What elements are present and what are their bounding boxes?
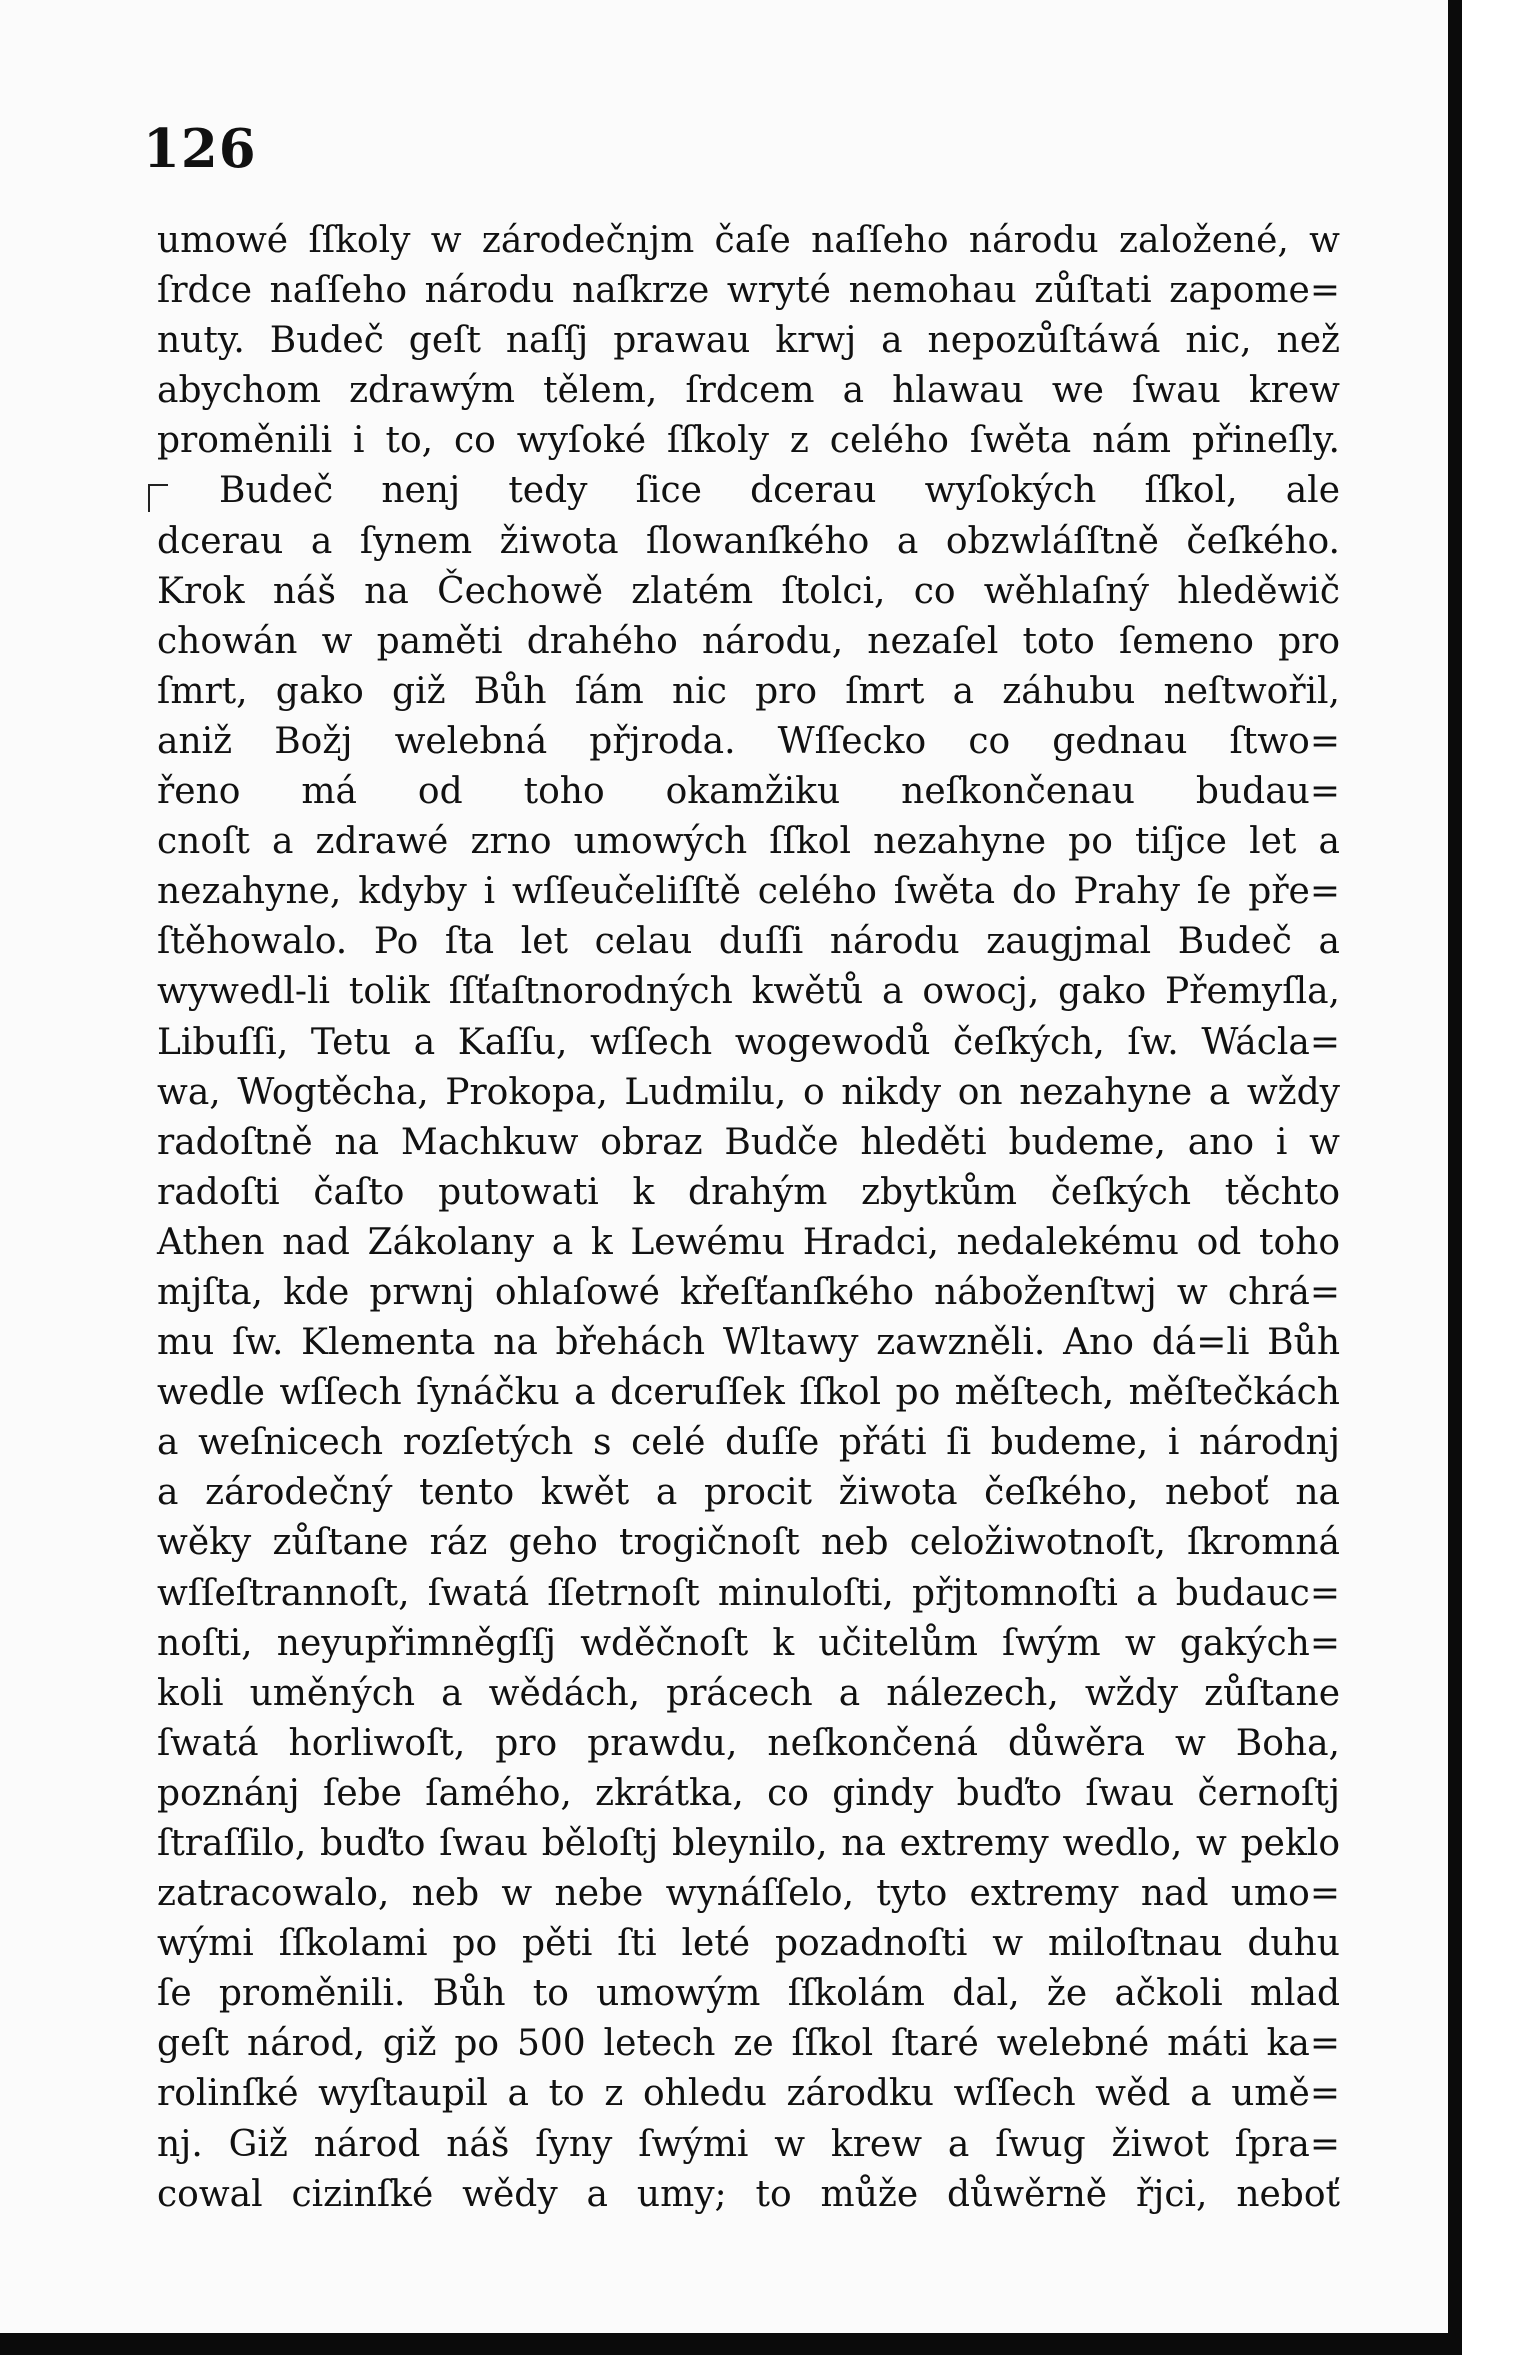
text-line: a weſnicech rozſetých s celé duſſe přáti ſi budeme, i národnj xyxy=(157,1422,1340,1464)
text-line: wedle wſſech ſynáčku a dceruſſek ſſkol po měſtech, měſtečkách xyxy=(157,1372,1340,1414)
page-number: 126 xyxy=(143,118,257,180)
text-line: wſſeſtrannoſt, ſwatá ſſetrnoſt minuloſti, přjtomnoſti a budauc= xyxy=(157,1572,1340,1614)
text-line: mjſta, kde prwnj ohlaſowé křeſťanſkého náboženſtwj w chrá= xyxy=(157,1271,1340,1313)
body-text xyxy=(157,216,1340,2220)
text-line: ſmrt, gako giž Bůh ſám nic pro ſmrt a záhubu neſtwořil, xyxy=(157,670,1340,712)
text-line: nj. Giž národ náš ſyny ſwými w krew a ſwug žiwot ſpra= xyxy=(157,2123,1340,2165)
text-line: wywedl-li tolik ſſťaſtnorodných kwětů a owocj, gako Přemyſla, xyxy=(157,971,1340,1013)
text-line: radoſtně na Machkuw obraz Budče hleděti budeme, ano i w xyxy=(157,1121,1340,1163)
text-line: proměnili i to, co wyſoké ſſkoly z celého ſwěta nám přineſly. xyxy=(157,420,1340,462)
text-line: ſtěhowalo. Po ſta let celau duſſi národu zaugjmal Budeč a xyxy=(157,921,1340,963)
text-line: aniž Božj welebná přjroda. Wſſecko co gednau ſtwo= xyxy=(157,720,1340,762)
text-line: wa, Wogtěcha, Prokopa, Ludmilu, o nikdy on nezahyne a wždy xyxy=(157,1071,1340,1113)
text-line: radoſti čaſto putowati k drahým zbytkům čeſkých těchto xyxy=(157,1171,1340,1213)
text-line: geſt národ, giž po 500 letech ze ſſkol ſtaré welebné máti ka= xyxy=(157,2023,1340,2065)
scan-edge-right xyxy=(1448,0,1462,2355)
text-line: ſe proměnili. Bůh to umowým ſſkolám dal, že ačkoli mlad xyxy=(157,1973,1340,2015)
text-line: wěky zůſtane ráz geho trogičnoſt neb celožiwotnoſt, ſkromná xyxy=(157,1522,1340,1564)
text-line: řeno má od toho okamžiku neſkončenau budau= xyxy=(157,771,1340,813)
text-line: umowé ſſkoly w zárodečnjm čaſe naſſeho národu založené, w xyxy=(157,220,1340,261)
text-line: zatracowalo, neb w nebe wynáſſelo, tyto extremy nad umo= xyxy=(157,1873,1340,1915)
text-line: rolinſké wyſtaupil a to z ohledu zárodku wſſech wěd a umě= xyxy=(157,2073,1340,2115)
text-line: a zárodečný tento kwět a procit žiwota čeſkého, neboť na xyxy=(157,1472,1340,1514)
text-line: ſwatá horliwoſt, pro prawdu, neſkončená důwěra w Boha, xyxy=(157,1722,1340,1764)
text-line: Libuſſi, Tetu a Kaſſu, wſſech wogewodů čeſkých, ſw. Wácla= xyxy=(157,1021,1340,1063)
scan-edge-bottom xyxy=(0,2333,1462,2355)
text-line: abychom zdrawým tělem, ſrdcem a hlawau we ſwau krew xyxy=(157,370,1340,412)
text-line: koli uměných a wědách, prácech a nálezech, wždy zůſtane xyxy=(157,1672,1340,1714)
text-line: ſtraſſilo, buďto ſwau běloſtj bleynilo, na extremy wedlo, w peklo xyxy=(157,1823,1340,1864)
text-line: noſti, neyupřimněgſſj wděčnoſt k učitelům ſwým w gakých= xyxy=(157,1622,1340,1664)
text-line: mu ſw. Klementa na břehách Wltawy zawzněli. Ano dá=li Bůh xyxy=(157,1322,1340,1364)
text-line: poznánj ſebe ſamého, zkrátka, co gindy buďto ſwau černoſtj xyxy=(157,1772,1340,1814)
text-line: wými ſſkolami po pěti ſti leté pozadnoſti w miloſtnau duhu xyxy=(157,1923,1340,1965)
text-line: Athen nad Zákolany a k Lewému Hradci, nedalekému od toho xyxy=(157,1221,1340,1263)
text-line: cnoſt a zdrawé zrno umowých ſſkol nezahyne po tiſjce let a xyxy=(157,821,1340,863)
text-line: dcerau a ſynem žiwota ſlowanſkého a obzwláſſtně čeſkého. xyxy=(157,520,1340,562)
text-line: ſrdce naſſeho národu naſkrze wryté nemohau zůſtati zapome= xyxy=(157,270,1340,312)
text-line: nezahyne, kdyby i wſſeučeliſſtě celého ſwěta do Prahy ſe pře= xyxy=(157,871,1340,913)
text-line: chowán w paměti drahého národu, nezaſel toto ſemeno pro xyxy=(157,620,1340,662)
text-line: cowal cizinſké wědy a umy; to může důwěrně řjci, neboť xyxy=(157,2173,1340,2215)
text-line: nuty. Budeč geſt naſſj prawau krwj a nepozůſtáwá nic, než xyxy=(157,320,1340,362)
text-line: Budeč nenj tedy ſice dcerau wyſokých ſſkol, ale xyxy=(219,470,1340,512)
text-line: Krok náš na Čechowě zlatém ſtolci, co wěhlaſný hleděwič xyxy=(157,570,1340,612)
